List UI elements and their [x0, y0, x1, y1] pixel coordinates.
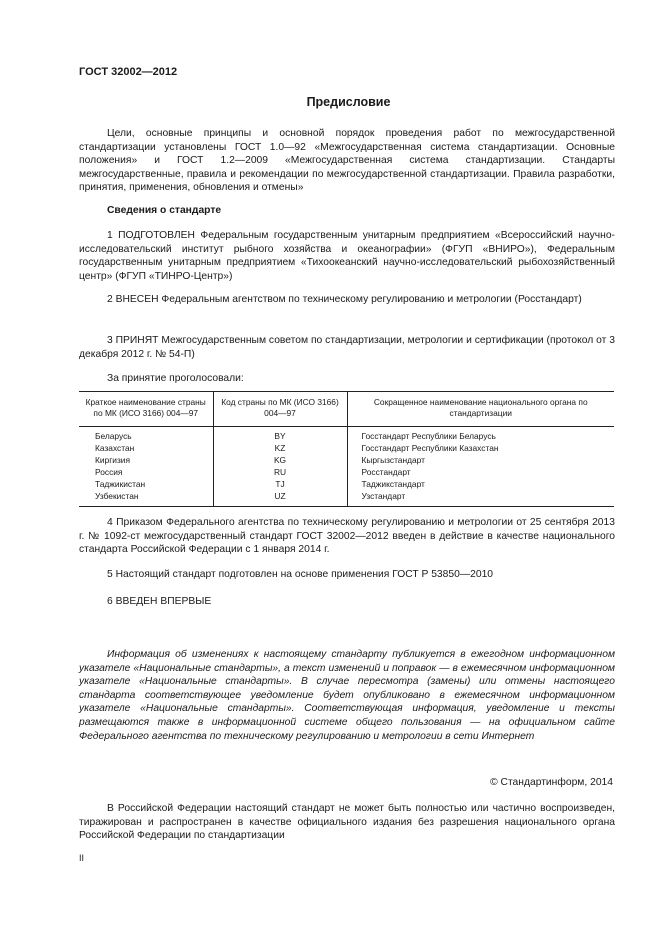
body-cell: Росстандарт — [347, 466, 614, 478]
table-row — [79, 478, 614, 490]
code-cell: RU — [213, 466, 347, 478]
document-header: ГОСТ 32002—2012 — [79, 66, 178, 78]
item-4-paragraph: 4 Приказом Федерального агентства по техническому регулированию и метрологии от 25 сентября 2013 г. № 1092-ст межгосударственный стандарт ГОСТ 32002—2012 введен в действие в качестве национального стандарта Российской Федерации с 1 января 2014 г. — [79, 517, 615, 556]
body-cell: Госстандарт Республики Беларусь — [347, 427, 614, 443]
code-cell: KG — [213, 454, 347, 466]
table-row — [79, 490, 614, 507]
table-row — [79, 427, 614, 443]
table-header-row — [79, 392, 614, 427]
item-1-paragraph: 1 ПОДГОТОВЛЕН Федеральным государственным унитарным предприятием «Всероссийский научно-исследовательский институт рыбного хозяйства и океанографии» (ФГУП «ВНИРО»), Федеральным государственным унитарным предприятием «Тихоокеанский научно-исследовательский рыбохозяйственный центр» (ФГУП «ТИНРО-Центр») — [79, 230, 615, 282]
country-cell: Киргизия — [95, 455, 131, 465]
legal-notice: В Российской Федерации настоящий стандарт не может быть полностью или частично воспроизведен, тиражирован и распространен в качестве официального издания без разрешения национального органа Российской Федерации по стандартизации — [79, 803, 615, 842]
country-cell: Беларусь — [95, 431, 132, 441]
table-row — [79, 442, 614, 454]
item-3-paragraph: 3 ПРИНЯТ Межгосударственным советом по стандартизации, метрологии и сертификации (протокол от 3 декабря 2012 г. № 54-П) — [79, 335, 615, 360]
column-header-country: Краткое наименование страны по МК (ИСО 3166) 004—97 — [79, 392, 213, 427]
body-cell: Госстандарт Республики Казахстан — [347, 442, 614, 454]
change-info-notice: Информация об изменениях к настоящему стандарту публикуется в ежегодном информационном указателе «Национальные стандарты», а текст изменений и поправок — в ежемесячном информационном указателе «Национальные стандарты». В случае пересмотра (замены) или отмены настоящего стандарта соответствующее уведомление будет опубликовано в ежемесячном информационном указателе «Национальные стандарты». Соответствующая информация, уведомление и тексты размещаются также в информационной системе общего пользования — на официальном сайте Федерального агентства по техническому регулированию и метрологии в сети Интернет — [79, 649, 615, 742]
country-cell: Узбекистан — [79, 490, 213, 507]
code-cell: TJ — [213, 478, 347, 490]
item-6-paragraph: 6 ВВЕДЕН ВПЕРВЫЕ — [107, 596, 212, 607]
code-cell: BY — [213, 427, 347, 443]
body-cell: Таджикстандарт — [347, 478, 614, 490]
body-cell: Узстандарт — [347, 490, 614, 507]
country-cell: Россия — [95, 467, 123, 477]
copyright-notice: © Стандартинформ, 2014 — [490, 777, 613, 788]
voted-label: За принятие проголосовали: — [107, 373, 244, 384]
page-title: Предисловие — [306, 95, 391, 109]
item-5-paragraph: 5 Настоящий стандарт подготовлен на основе применения ГОСТ Р 53850—2010 — [107, 569, 494, 580]
item-2-paragraph: 2 ВНЕСЕН Федеральным агентством по техническому регулированию и метрологии (Росстандарт) — [107, 294, 582, 305]
table-row — [79, 454, 614, 466]
column-header-code: Код страны по МК (ИСО 3166) 004—97 — [213, 392, 347, 427]
section-heading: Сведения о стандарте — [107, 205, 222, 216]
code-cell: KZ — [213, 442, 347, 454]
column-header-body: Сокращенное наименование национального органа по стандартизации — [347, 392, 614, 427]
body-cell: Кыргызстандарт — [347, 454, 614, 466]
country-cell: Казахстан — [95, 443, 135, 453]
page-number: II — [79, 853, 85, 863]
code-cell: UZ — [213, 490, 347, 507]
voting-countries-table — [79, 391, 614, 507]
intro-paragraph: Цели, основные принципы и основной порядок проведения работ по межгосударственной стандартизации установлены ГОСТ 1.0—92 «Межгосударственная система стандартизации. Основные положения» и ГОСТ 1.2—2009 «Межгосударственная система стандартизации. Стандарты межгосударственные, правила и рекомендации по межгосударственной стандартизации. Правила разработки, принятия, применения, обновления и отмены» — [79, 128, 615, 194]
country-cell: Таджикистан — [95, 479, 146, 489]
table-row — [79, 466, 614, 478]
